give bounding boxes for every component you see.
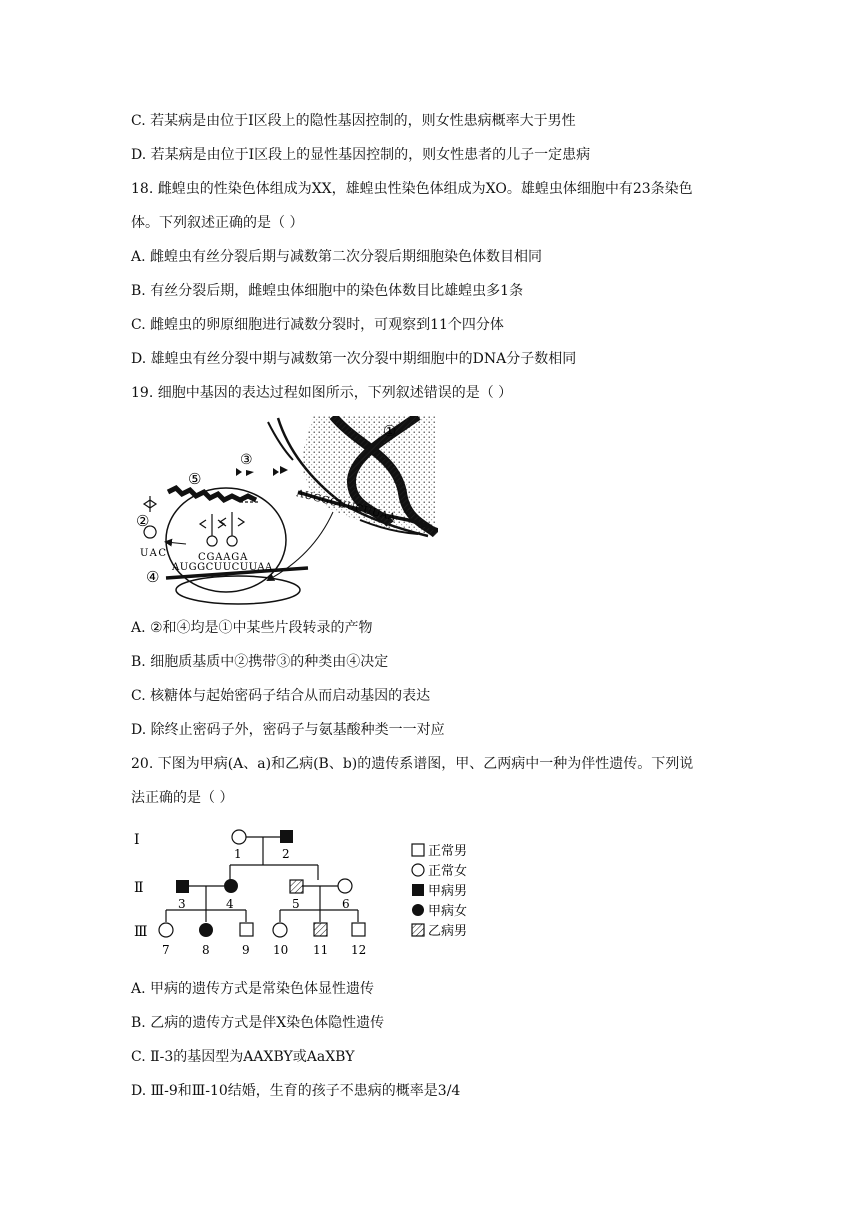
legend-yi-male-symbol: [412, 924, 424, 936]
q20-stem-line1: 20. 下图为甲病(A、a)和乙病(B、b)的遗传系谱图，甲、乙两病中一种为伴性遗传。下列说: [131, 756, 694, 772]
q19-option-b: B. 细胞质基质中②携带③的种类由④决定: [131, 654, 389, 670]
svg-text:4: 4: [226, 897, 234, 911]
svg-text:1: 1: [234, 847, 242, 861]
label-2: ②: [136, 512, 150, 530]
q20-option-b: B. 乙病的遗传方式是伴X染色体隐性遗传: [131, 1015, 385, 1031]
q20-option-d: D. Ⅲ-9和Ⅲ-10结婚，生育的孩子不患病的概率是3/4: [131, 1083, 461, 1099]
gen-I-label: Ⅰ: [134, 832, 140, 848]
label-3: ③: [240, 452, 253, 468]
legend-jia-female-symbol: [412, 904, 424, 916]
gen-II-label: Ⅱ: [134, 880, 144, 896]
svg-text:5: 5: [292, 897, 300, 911]
legend-jia-male: 甲病男: [428, 884, 468, 899]
gene-expression-figure: [128, 416, 438, 608]
trna-anticodon: UAC: [140, 548, 168, 559]
q20-option-c: C. Ⅱ-3的基因型为AAXBY或AaXBY: [131, 1049, 355, 1065]
q18-option-a: A. 雌蝗虫有丝分裂后期与减数第二次分裂后期细胞染色体数目相同: [131, 249, 543, 265]
pedigree-chart: [128, 822, 480, 962]
q17-option-c: C. 若某病是由位于Ⅰ区段上的隐性基因控制的，则女性患病概率大于男性: [131, 113, 576, 129]
q19-stem: 19. 细胞中基因的表达过程如图所示，下列叙述错误的是（ ）: [131, 385, 513, 401]
individual-III-9: [240, 923, 253, 936]
q18-option-b: B. 有丝分裂后期，雌蝗虫体细胞中的染色体数目比雄蝗虫多1条: [131, 283, 524, 299]
individual-II-6: [338, 879, 352, 893]
q20-stem-line2: 法正确的是（ ）: [131, 790, 234, 806]
individual-I-2: [280, 830, 293, 843]
svg-text:7: 7: [162, 943, 170, 957]
individual-II-5: [290, 880, 303, 893]
svg-text:11: 11: [313, 943, 329, 957]
q19-option-d: D. 除终止密码子外，密码子与氨基酸种类一一对应: [131, 722, 445, 738]
q18-option-d: D. 雄蝗虫有丝分裂中期与减数第一次分裂中期细胞中的DNA分子数相同: [131, 351, 577, 367]
svg-text:9: 9: [242, 943, 250, 957]
svg-text:8: 8: [202, 943, 210, 957]
mrna-nucleus-sequence: AUGGCUUCUUAA: [295, 488, 397, 524]
individual-III-10: [273, 923, 287, 937]
legend-yi-male: 乙病男: [428, 924, 468, 939]
ribosome-anticodons: CGAAGA: [198, 552, 249, 563]
individual-I-1: [232, 830, 246, 844]
legend-normal-female-symbol: [412, 864, 424, 876]
individual-III-8: [199, 923, 213, 937]
ribosome-small: [176, 576, 300, 604]
legend-jia-female: 甲病女: [428, 904, 468, 919]
gen-III-label: Ⅲ: [134, 924, 148, 940]
q17-option-d: D. 若某病是由位于Ⅰ区段上的显性基因控制的，则女性患者的儿子一定患病: [131, 147, 591, 163]
svg-text:12: 12: [351, 943, 367, 957]
individual-III-7: [159, 923, 173, 937]
svg-text:10: 10: [273, 943, 289, 957]
label-5: ⑤: [188, 470, 202, 488]
svg-text:3: 3: [178, 897, 186, 911]
q18-stem-line1: 18. 雌蝗虫的性染色体组成为XX，雄蝗虫性染色体组成为XO。雄蝗虫体细胞中有23条染色: [131, 181, 693, 197]
individual-II-3: [176, 880, 189, 893]
svg-text:6: 6: [342, 897, 350, 911]
q19-option-c: C. 核糖体与起始密码子结合从而启动基因的表达: [131, 688, 431, 704]
q18-option-c: C. 雌蝗虫的卵原细胞进行减数分裂时，可观察到11个四分体: [131, 317, 504, 333]
svg-text:2: 2: [282, 847, 290, 861]
label-1: ①: [383, 422, 397, 440]
legend-jia-male-symbol: [412, 884, 424, 896]
q19-option-a: A. ②和④均是①中某些片段转录的产物: [131, 620, 373, 636]
legend-normal-male: 正常男: [428, 844, 468, 859]
individual-III-12: [352, 923, 365, 936]
q18-stem-line2: 体。下列叙述正确的是（ ）: [131, 215, 304, 231]
q20-option-a: A. 甲病的遗传方式是常染色体显性遗传: [131, 981, 375, 997]
legend-normal-female: 正常女: [428, 864, 468, 879]
label-4: ④: [146, 568, 160, 586]
mrna-cytoplasm-sequence: AUGGCUUCUUAA: [172, 562, 273, 573]
individual-III-11: [314, 923, 327, 936]
legend-normal-male-symbol: [412, 844, 424, 856]
individual-II-4: [224, 879, 238, 893]
